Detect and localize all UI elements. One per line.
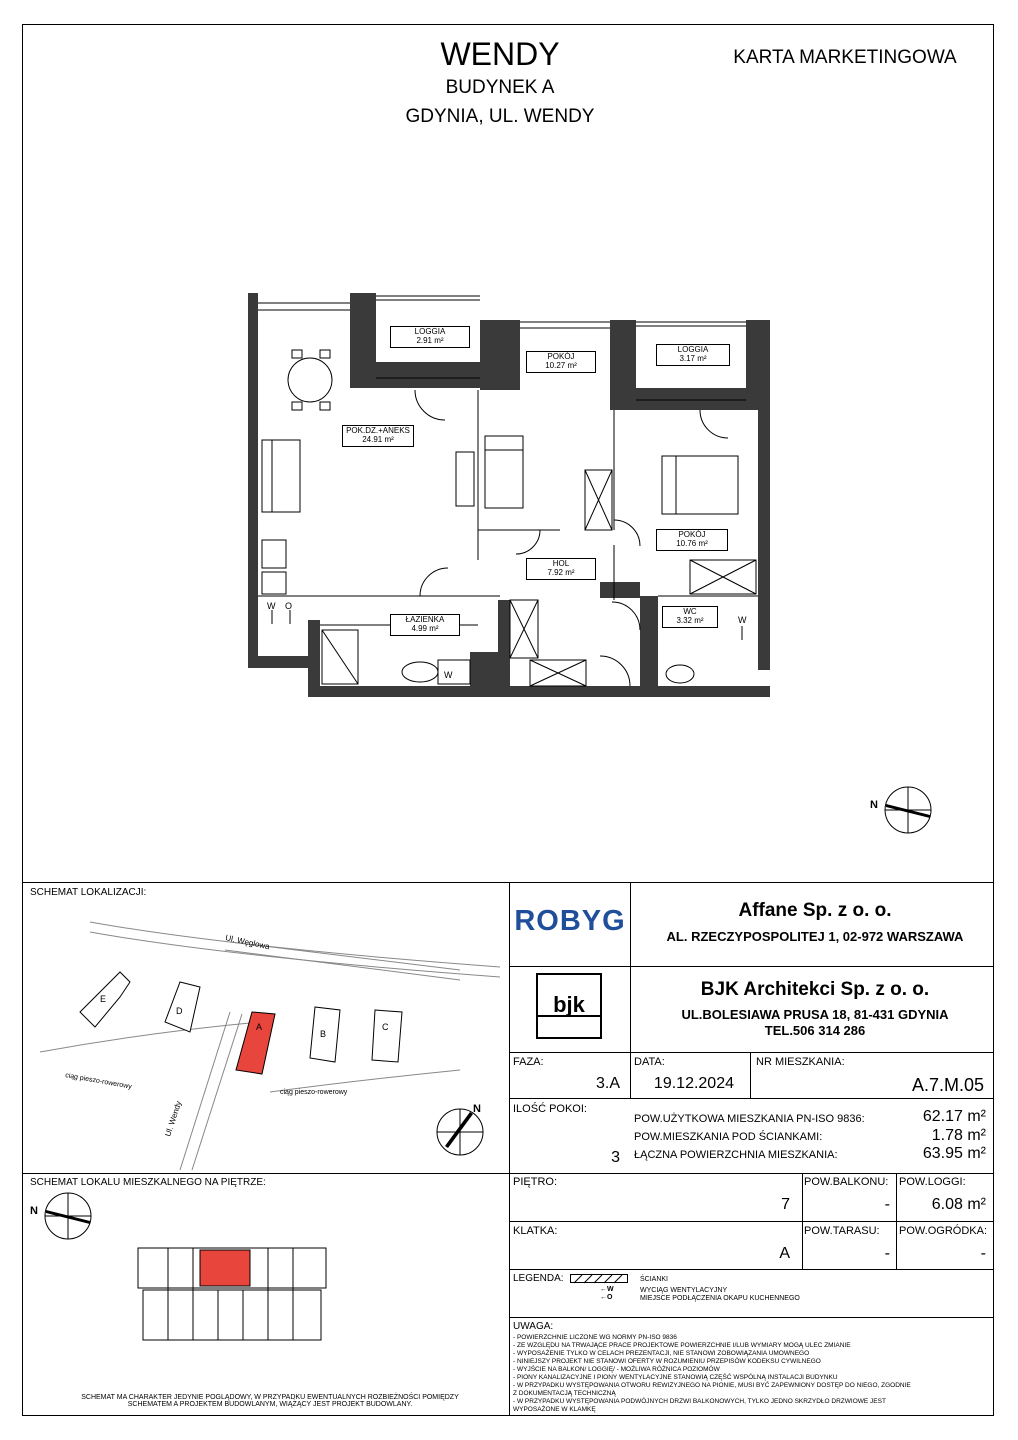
pow-sciankami-label: POW.MIESZKANIA POD ŚCIANKAMI:: [634, 1131, 823, 1143]
room-name: LOGGIA: [677, 345, 709, 354]
location-compass-icon: [437, 1103, 483, 1155]
room-area: 24.91 m²: [362, 434, 394, 444]
plan-w-mark-1: W: [267, 601, 276, 611]
building-label: BUDYNEK A: [445, 77, 555, 98]
legend-item-walls: ŚCIANKI: [640, 1276, 669, 1283]
notes-list: [513, 1334, 913, 1414]
divider: [509, 1317, 994, 1318]
room-pokoj-1: [526, 351, 596, 373]
note-item: - W PRZYPADKU WYSTĘPOWANIA OTWORU REWIZYJNEGO NA PIONIE, MUSI BYĆ ZAPEWNIONY DOSTĘP DO NIEGO, ZGODNIE Z DOKUMENTACJĄ TECHNICZNĄ: [513, 1382, 911, 1397]
ilosc-value: 3: [611, 1149, 620, 1166]
floor-compass-icon: [30, 1193, 91, 1239]
room-loggia-1: [390, 326, 470, 348]
room-area: 10.76 m²: [676, 538, 708, 548]
divider: [509, 1221, 994, 1222]
developer-address: AL. RZECZYPOSPOLITEJ 1, 02-972 WARSZAWA: [666, 929, 964, 944]
plan-o-mark: O: [285, 601, 293, 611]
divider: [509, 1269, 994, 1270]
divider: [509, 1098, 994, 1099]
room-name: POKÓJ: [547, 352, 575, 361]
ogrodek-value: -: [980, 1245, 986, 1262]
plan-w-mark-2: W: [738, 615, 747, 625]
nr-label: NR MIESZKANIA:: [756, 1056, 845, 1068]
architect-phone: TEL.506 314 286: [764, 1023, 866, 1038]
loggia-label: POW.LOGGI:: [899, 1176, 966, 1188]
note-item: - ZE WZGLĘDU NA TRWAJĄCE PRACE PROJEKTOWE POWIERZCHNIE I/LUB WYMIARY MOGĄ ULEC ZMIANIE: [513, 1342, 851, 1349]
room-pokoj-2: [656, 529, 728, 551]
divider: [630, 882, 631, 1098]
floor-schema-title: SCHEMAT LOKALU MIESZKALNEGO NA PIĘTRZE:: [30, 1177, 266, 1188]
street-weglowa-label: Ul. Węglowa: [224, 933, 271, 952]
nr-value: A.7.M.05: [911, 1075, 984, 1095]
loggia-value: 6.08 m²: [931, 1196, 986, 1213]
room-area: 7.92 m²: [547, 567, 575, 577]
legend-title: LEGENDA:: [513, 1273, 564, 1284]
room-area: 10.27 m²: [545, 360, 577, 370]
ilosc-label: ILOŚĆ POKOI:: [513, 1103, 587, 1115]
location-compass-n: N: [473, 1103, 481, 1115]
robyg-logo: ROBYG: [514, 905, 626, 937]
building-e-label: E: [100, 994, 107, 1004]
pietro-label: PIĘTRO:: [513, 1176, 558, 1188]
room-name: POKÓJ: [678, 530, 706, 539]
pietro-value: 7: [781, 1196, 790, 1213]
note-item: - W PRZYPADKU WYSTĘPOWANIA PODWÓJNYCH DRZWI BALKONOWYCH, TYLKO JEDNO SKRZYDŁO DRZWIOWE JEST WYPOSAŻONE W KLAMKĘ: [513, 1398, 886, 1413]
project-title: WENDY: [440, 36, 560, 72]
room-wc: [662, 606, 718, 628]
data-label: DATA:: [634, 1056, 665, 1068]
address-label: GDYNIA, UL. WENDY: [405, 106, 595, 127]
street-wendy-label: Ul. Wendy: [163, 1099, 184, 1138]
bjk-logo-text: bjk: [538, 995, 600, 1017]
compass-n-label: N: [870, 799, 878, 811]
building-a-label: A: [256, 1022, 263, 1032]
developer-name: Affane Sp. z o. o.: [738, 900, 892, 921]
legend-w-mark: W: [607, 1286, 614, 1293]
klatka-value: A: [779, 1245, 790, 1262]
architect-address: UL.BOLESIAWA PRUSA 18, 81-431 GDYNIA: [681, 1007, 949, 1022]
legend-o-arrow-icon: ←O: [600, 1294, 613, 1301]
divider: [509, 966, 994, 967]
faza-label: FAZA:: [513, 1056, 544, 1068]
note-item: - WYJŚCIE NA BALKON/ LOGGIĘ/ - MOŻLIWA RÓŻNICA POZIOMÓW: [513, 1366, 720, 1373]
divider: [750, 1052, 751, 1098]
path-label-2: ciąg pieszo-rowerowy: [280, 1089, 348, 1096]
balkon-value: -: [884, 1196, 890, 1213]
card-type-label: KARTA MARKETINGOWA: [733, 47, 957, 68]
plan-w-mark-3: W: [444, 670, 453, 680]
room-lazienka: [390, 614, 460, 636]
notes-title: UWAGA:: [513, 1321, 554, 1332]
ogrodek-label: POW.OGRÓDKA:: [899, 1225, 988, 1237]
path-label-1: ciąg pieszo-rowerowy: [64, 1072, 133, 1091]
floor-apartment-highlight: [200, 1250, 250, 1286]
legend-item-vent: WYCIĄG WENTYLACYJNY: [640, 1287, 728, 1294]
note-item: - WYPOSAŻENIE TYLKO W CELACH PREZENTACJI, NIE STANOWI ZOBOWIĄZANIA UMOWNEGO: [513, 1350, 810, 1357]
architect-name: BJK Architekci Sp. z o. o.: [700, 979, 930, 1000]
divider: [22, 882, 994, 883]
legend-o-mark: O: [607, 1294, 613, 1301]
divider: [509, 1052, 994, 1053]
pow-uzytkowa-value: 62.17 m²: [922, 1108, 986, 1125]
bjk-logo: [536, 973, 602, 1039]
floor-schema-note: SCHEMAT MA CHARAKTER JEDYNIE POGLĄDOWY, W PRZYPADKU EWENTUALNYCH ROZBIEŻNOŚCI POMIĘDZY SCHEMATEM A PROJEKTEM BUDOWLANYM, WIĄŻĄCY JEST PROJEKT BUDOWLANY.: [81, 1394, 459, 1409]
room-area: 3.32 m²: [676, 615, 704, 625]
compass-icon: [866, 782, 936, 838]
legend-item-hood: MIEJSCE PODŁĄCZENIA OKAPU KUCHENNEGO: [640, 1295, 800, 1302]
room-hol: [526, 558, 596, 580]
room-living: [342, 425, 414, 447]
room-name: LOGGIA: [414, 327, 446, 336]
room-area: 2.91 m²: [416, 335, 444, 345]
pow-sciankami-value: 1.78 m²: [931, 1127, 986, 1144]
note-item: - PIONY KANALIZACYJNE I PIONY WENTYLACYJNE STANOWIĄ CZĘŚĆ WSPÓLNĄ INSTALACJI BUDYNKU: [513, 1374, 838, 1381]
divider: [22, 1173, 994, 1174]
data-value: 19.12.2024: [653, 1075, 734, 1092]
room-name: ŁAZIENKA: [405, 615, 445, 624]
legend-wall-swatch: [570, 1274, 628, 1284]
taras-value: -: [884, 1245, 890, 1262]
room-name: POK.DZ.+ANEKS: [346, 426, 410, 435]
building-c-label: C: [382, 1022, 389, 1032]
floor-compass-n: N: [30, 1205, 38, 1217]
pow-laczna-value: 63.95 m²: [922, 1145, 986, 1162]
floor-schema: [28, 1190, 328, 1346]
note-item: - POWIERZCHNIE LICZONE WG NORMY PN-ISO 9836: [513, 1334, 677, 1341]
taras-label: POW.TARASU:: [804, 1225, 880, 1237]
building-d-label: D: [176, 1006, 183, 1016]
klatka-label: KLATKA:: [513, 1225, 558, 1237]
location-title: SCHEMAT LOKALIZACJI:: [30, 887, 147, 898]
location-map: [30, 902, 506, 1170]
note-item: - NINIEJSZY PROJEKT NIE STANOWI OFERTY W ROZUMIENIU PRZEPISÓW KODEKSU CYWILNEGO: [513, 1358, 821, 1365]
pow-uzytkowa-label: POW.UŻYTKOWA MIESZKANIA PN-ISO 9836:: [634, 1113, 865, 1125]
legend-w-arrow-icon: ←W: [600, 1286, 614, 1293]
balkon-label: POW.BALKONU:: [804, 1176, 889, 1188]
room-area: 4.99 m²: [411, 623, 439, 633]
building-b-label: B: [320, 1029, 327, 1039]
room-loggia-2: [656, 344, 730, 366]
room-name: WC: [683, 607, 697, 616]
faza-value: 3.A: [595, 1075, 620, 1092]
room-area: 3.17 m²: [679, 353, 707, 363]
divider: [509, 882, 510, 1416]
room-name: HOL: [552, 559, 570, 568]
pow-laczna-label: ŁĄCZNA POWIERZCHNIA MIESZKANIA:: [634, 1149, 838, 1161]
